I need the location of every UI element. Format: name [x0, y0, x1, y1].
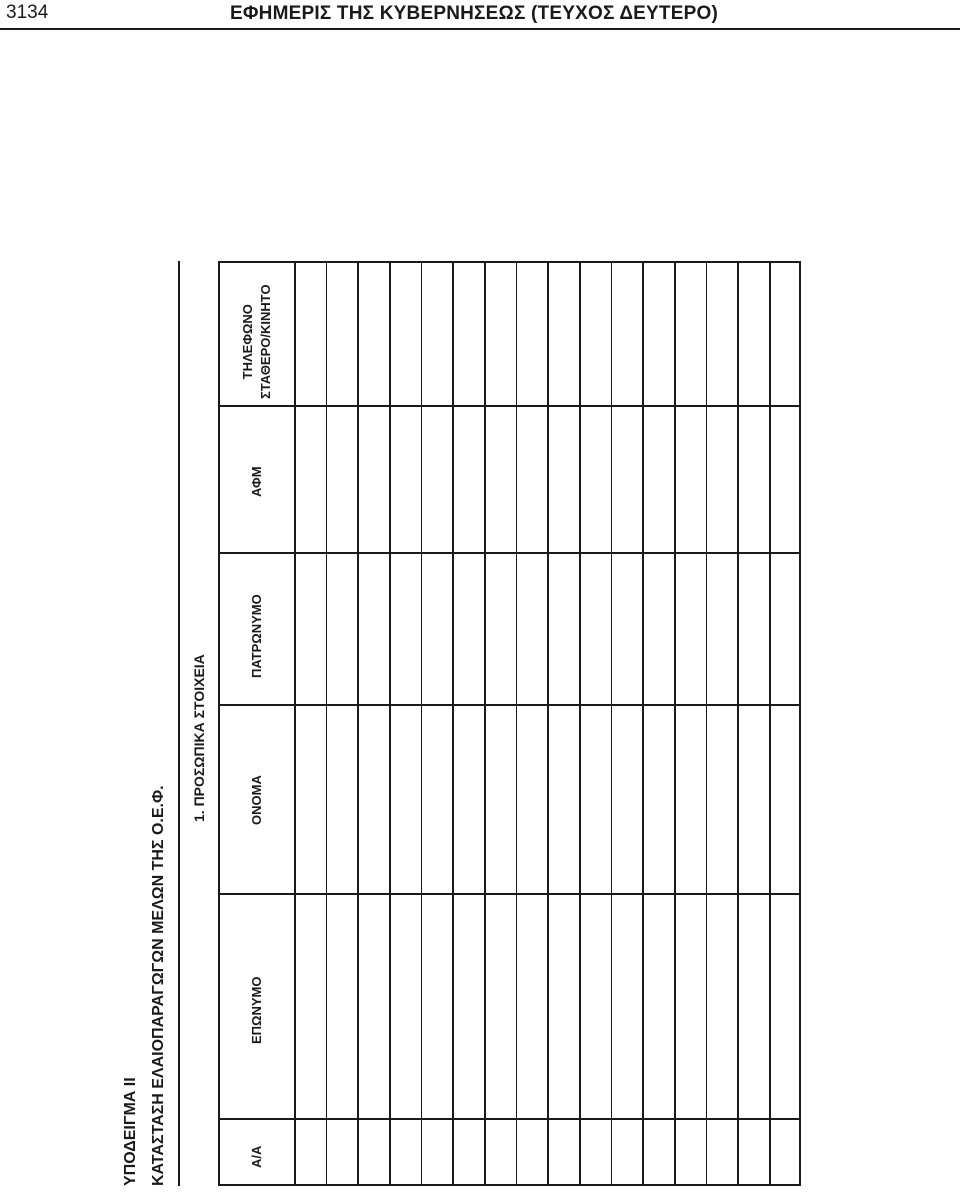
- table-column-divider: [218, 405, 801, 407]
- table-row-divider: [579, 261, 581, 1186]
- table-column-divider: [218, 1118, 801, 1120]
- column-header-fathers-name-label: ΠΑΤΡΩΝΥΜΟ: [249, 594, 264, 678]
- table-row-divider: [642, 261, 644, 1186]
- table-column-divider: [218, 704, 801, 706]
- table-row-divider: [484, 261, 486, 1186]
- column-header-phone-label-2: ΣΤΑΘΕΡΟ/ΚΙΝΗΤΟ: [258, 284, 273, 399]
- table-row-divider: [547, 261, 549, 1186]
- column-header-aa-label: Α/Α: [249, 1145, 264, 1168]
- table-row-divider: [294, 261, 296, 1186]
- table-row-divider: [706, 261, 708, 1186]
- table-row-divider: [516, 261, 518, 1186]
- gazette-title: ΕΦΗΜΕΡΙΣ ΤΗΣ ΚΥΒΕΡΝΗΣΕΩΣ (ΤΕΥΧΟΣ ΔΕΥΤΕΡΟ): [230, 3, 718, 24]
- table-row-divider: [357, 261, 359, 1186]
- section-rule: [178, 261, 180, 1186]
- page-number: 3134: [6, 2, 49, 23]
- table-column-divider: [218, 893, 801, 895]
- table-row-divider: [421, 261, 423, 1186]
- column-header-aa: [248, 1146, 266, 1168]
- form-title: ΚΑΤΑΣΤΑΣΗ ΕΛΑΙΟΠΑΡΑΓΩΓΩΝ ΜΕΛΩΝ ΤΗΣ Ο.Ε.Φ.: [150, 785, 167, 1186]
- table-row-divider: [737, 261, 739, 1186]
- column-header-vat-number: [248, 466, 266, 497]
- table-row-divider: [674, 261, 676, 1186]
- table-row-divider: [452, 261, 454, 1186]
- section-title: 1. ΠΡΟΣΩΠΙΚΑ ΣΤΟΙΧΕΙΑ: [191, 654, 207, 822]
- column-header-phone: [239, 284, 275, 399]
- column-header-surname-label: ΕΠΩΝΥΜΟ: [249, 976, 264, 1044]
- column-header-fathers-name: [248, 594, 266, 678]
- table-row-divider: [769, 261, 771, 1186]
- header-rule: [0, 28, 960, 30]
- column-header-name-label: ΟΝΟΜΑ: [249, 775, 264, 825]
- table-row-divider: [611, 261, 613, 1186]
- template-label: ΥΠΟΔΕΙΓΜΑ ΙΙ: [122, 1077, 139, 1186]
- table-row-divider: [326, 261, 328, 1186]
- table-outline: [218, 261, 801, 1186]
- page-header: [0, 0, 960, 34]
- table-row-divider: [389, 261, 391, 1186]
- column-header-name: [248, 775, 266, 825]
- column-header-vat-number-label: ΑΦΜ: [249, 466, 264, 497]
- column-header-phone-label-1: ΤΗΛΕΦΩΝΟ: [240, 304, 255, 380]
- column-header-surname: [248, 977, 266, 1044]
- table-column-divider: [218, 552, 801, 554]
